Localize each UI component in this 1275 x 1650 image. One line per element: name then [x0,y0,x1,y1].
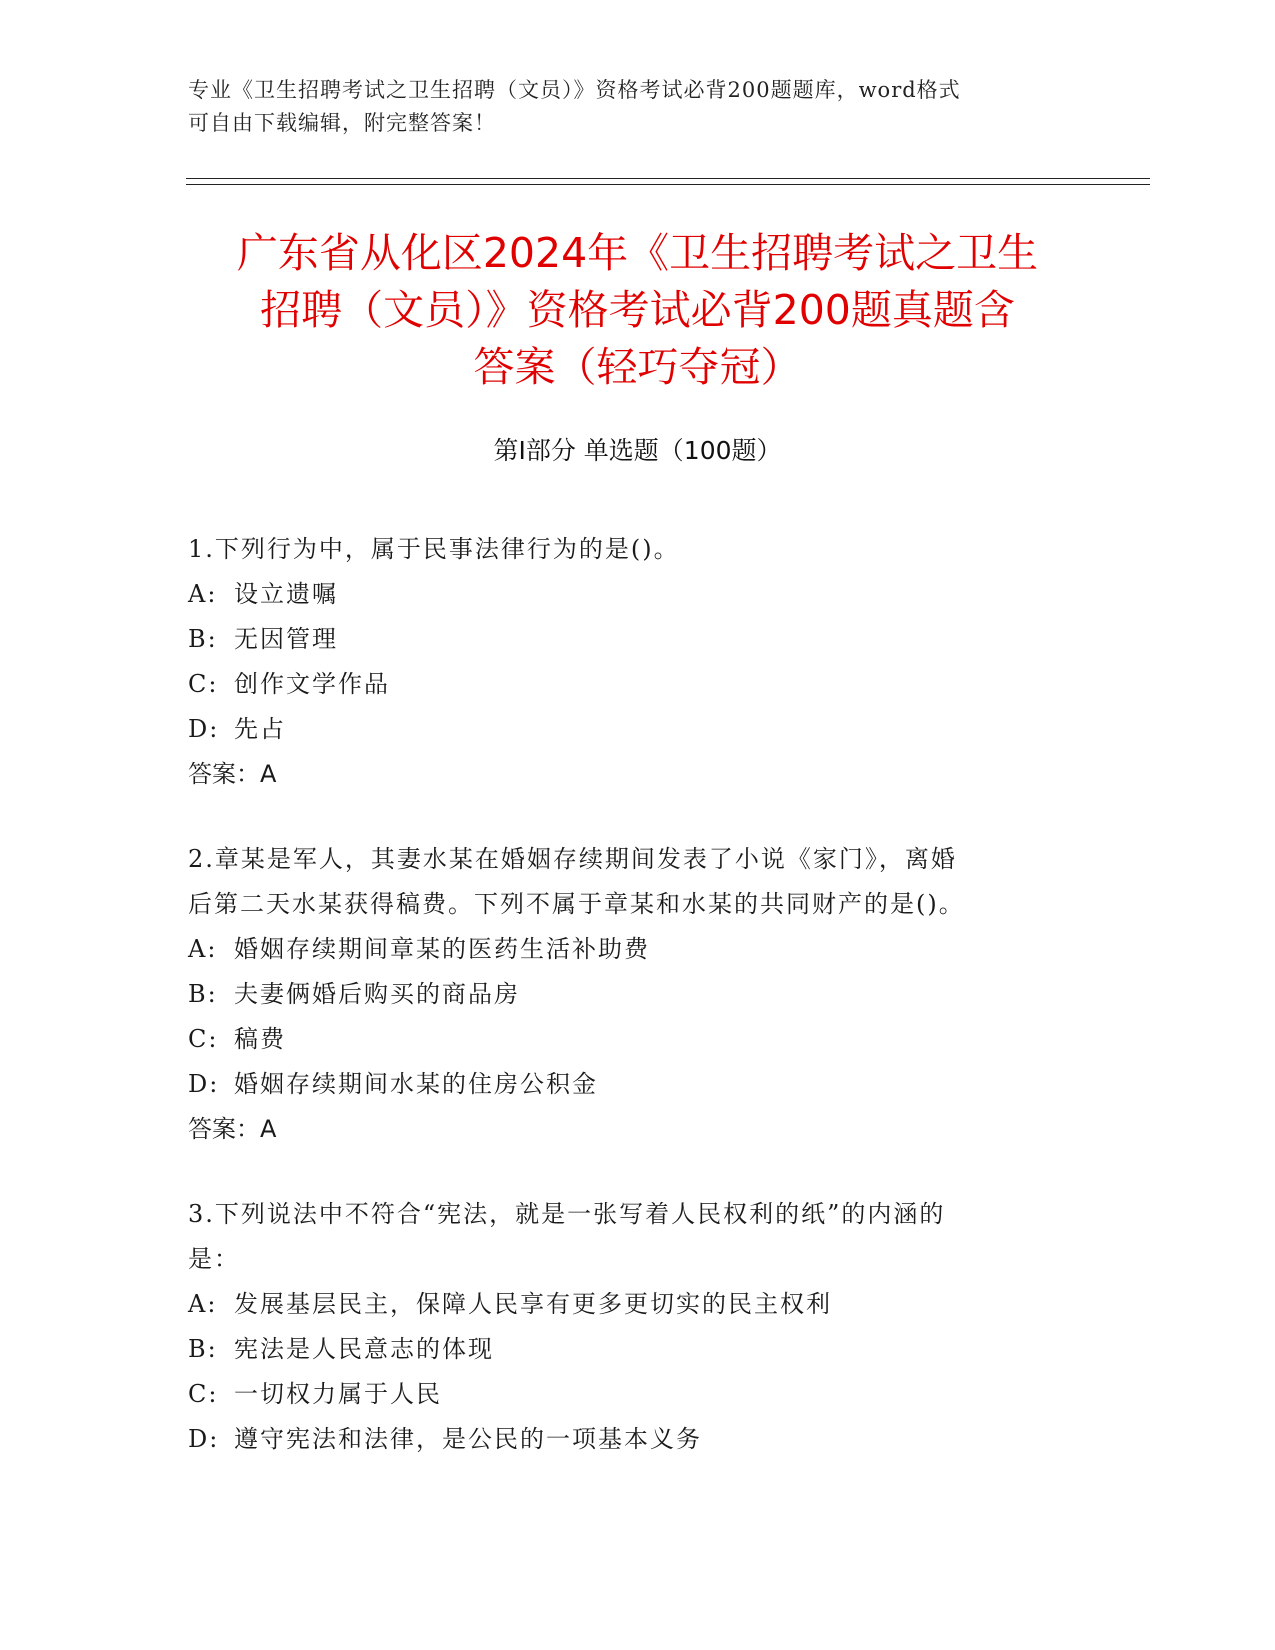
header-note [188,74,1088,140]
option-text: 先占 [234,715,286,743]
question-2 [188,837,1068,1152]
option-key: B: [188,1335,218,1363]
option-a [188,1282,1068,1327]
option-text: 一切权力属于人民 [234,1380,442,1408]
option-key: C: [188,1025,219,1053]
option-key: B: [188,625,218,653]
question-stem: 1.下列行为中，属于民事法律行为的是()。 [188,535,680,563]
header-note-line2: 可自由下载编辑，附完整答案！ [188,111,496,135]
header-divider-top [186,178,1150,179]
document-title-line1: 广东省从化区2024年《卫生招聘考试之卫生 [236,229,1039,277]
option-b [188,617,1068,662]
option-text: 婚姻存续期间章某的医药生活补助费 [234,935,650,963]
option-c [188,1017,1068,1062]
option-b [188,1327,1068,1372]
document-title [170,225,1105,396]
option-key: C: [188,670,219,698]
header-note-line1: 专业《卫生招聘考试之卫生招聘（文员）》资格考试必背200题题库，word格式 [188,78,961,102]
option-c [188,662,1068,707]
option-key: D: [188,1425,220,1453]
option-a [188,572,1068,617]
document-title-line2: 招聘（文员）》资格考试必背200题真题含 [260,286,1015,334]
answer-line: 答案：A [188,1115,277,1143]
option-key: D: [188,1070,220,1098]
option-d [188,1417,1068,1462]
option-d [188,707,1068,752]
section-heading: 第Ⅰ部分 单选题（100题） [493,436,782,465]
option-text: 遵守宪法和法律，是公民的一项基本义务 [234,1425,702,1453]
question-stem-line1: 2.章某是军人，其妻水某在婚姻存续期间发表了小说《家门》，离婚 [188,845,957,873]
question-list [188,527,1068,1502]
question-1 [188,527,1068,797]
option-a [188,927,1068,972]
option-text: 设立遗嘱 [234,580,338,608]
question-stem-line2: 后第二天水某获得稿费。下列不属于章某和水某的共同财产的是()。 [188,890,965,918]
question-stem-line2: 是： [188,1245,240,1273]
option-c [188,1372,1068,1417]
option-text: 宪法是人民意志的体现 [234,1335,494,1363]
option-text: 夫妻俩婚后购买的商品房 [234,980,520,1008]
option-key: A: [188,580,218,608]
option-text: 稿费 [234,1025,286,1053]
option-text: 婚姻存续期间水某的住房公积金 [234,1070,598,1098]
option-key: A: [188,935,218,963]
option-text: 无因管理 [234,625,338,653]
document-title-line3: 答案（轻巧夺冠） [473,343,802,391]
option-key: D: [188,715,220,743]
question-stem-line1: 3.下列说法中不符合“宪法，就是一张写着人民权利的纸”的内涵的 [188,1200,946,1228]
option-key: B: [188,980,218,1008]
option-text: 发展基层民主，保障人民享有更多更切实的民主权利 [234,1290,832,1318]
option-d [188,1062,1068,1107]
option-key: C: [188,1380,219,1408]
option-text: 创作文学作品 [234,670,390,698]
question-3 [188,1192,1068,1462]
option-key: A: [188,1290,218,1318]
header-divider-bottom [186,184,1150,185]
answer-line: 答案：A [188,760,277,788]
option-b [188,972,1068,1017]
